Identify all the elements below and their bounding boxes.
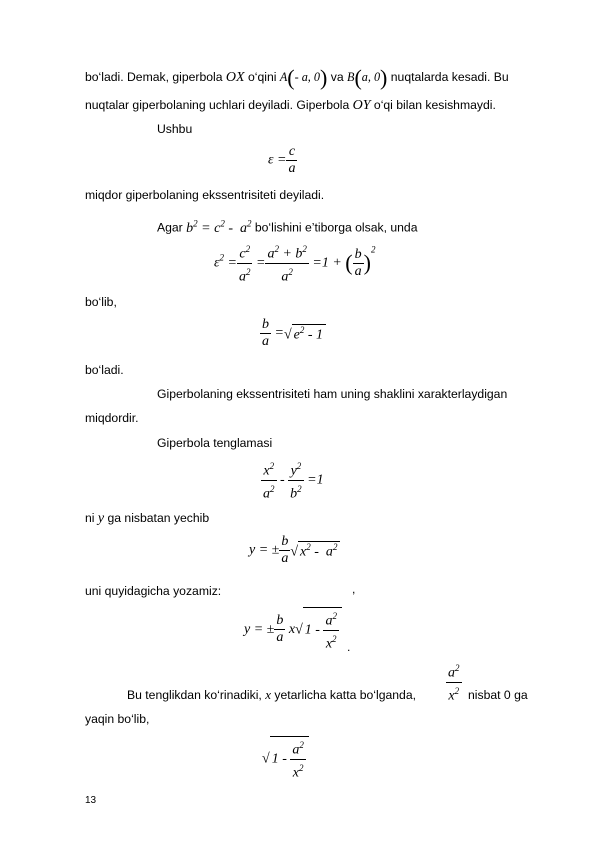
math-y: y <box>97 511 105 526</box>
text-gip1: Giperbolaning ekssentrisiteti ham uning shaklini xarakterlaydigan <box>157 387 508 401</box>
formula-b2-c2-a2: $b^2 = c^2 - a^2$ <box>186 218 252 236</box>
text-ushbu: Ushbu <box>157 122 193 136</box>
formula-a2-over-x2: $\frac{a^2}{x^2}$ <box>448 663 460 704</box>
math-point-a-value: - a, 0 <box>294 70 320 84</box>
text-segment: va <box>330 70 347 84</box>
text-tenglamasi: Giperbola tenglamasi <box>157 436 273 450</box>
formula-eccentricity: ε = $\frac{c}{a}$ <box>268 144 296 176</box>
text-segment: o‘qini <box>247 70 280 84</box>
math-point-b-value: a, 0 <box>361 70 381 84</box>
text-yaqin: yaqin bo‘lib, <box>85 712 150 726</box>
text-dot: . <box>347 640 351 654</box>
page-number: 13 <box>85 795 97 806</box>
math-ox: OX <box>225 70 245 85</box>
text-miqdor: miqdor giperbolaning ekssentrisiteti deyiladi. <box>85 188 325 202</box>
formula-y-rewritten: y = ± $\frac{b}{a}$ x√ 1 - $\frac{a^2}{x^2}$ <box>244 607 342 652</box>
math-oy: OY <box>352 98 371 113</box>
text-segment: bo‘ladi. Demak, giperbola <box>85 70 226 84</box>
formula-eps-squared: $\varepsilon^2$ = $\frac{c^2}{a^2}$ = $\frac{a^2 + b^2}{a^2}$ =1 + ( $\frac{b}{a}$ )$^2$ <box>214 244 376 285</box>
math-point-a: A <box>279 70 288 84</box>
text-segment: ga nisbatan yechib <box>104 511 210 525</box>
text-comma: , <box>352 582 356 596</box>
text-bu-tenglikdan <box>127 688 416 702</box>
text-uni: uni quyidagicha yozamiz: <box>85 584 222 598</box>
text-gip2: miqdordir. <box>85 411 139 425</box>
formula-b-over-a: $\frac{b}{a}$ =√ $e^2 - 1$ <box>260 317 326 350</box>
text-segment: ni <box>85 511 98 525</box>
math-point-b: B <box>346 70 355 84</box>
formula-y-solved: y = ± $\frac{b}{a}$ √ $x^2 - a^2$ <box>249 534 340 567</box>
text-segment: nuqtalar giperbolaning uchlari deyiladi. Giperbola <box>85 98 353 112</box>
text-nisbat: nisbat 0 ga <box>468 688 528 702</box>
text-segment: Bu tenglikdan ko‘rinadiki, <box>127 688 266 702</box>
text-segment: Agar <box>157 220 187 235</box>
text-boladi: bo‘ladi. <box>85 363 124 377</box>
text-segment: yetarlicha katta bo‘lganda, <box>271 688 416 702</box>
text-ni <box>85 511 209 526</box>
text-agar <box>157 216 417 236</box>
text-bolib: bo‘lib, <box>85 295 117 309</box>
text-line-1: bo‘ladi. Demak, giperbola OX o‘qini A(- a, 0) va B(a, 0) nuqtalarda kesadi. Bu <box>85 64 509 90</box>
text-segment: bo‘lishini e’tiborga olsak, unda <box>254 220 418 235</box>
formula-hyperbola-equation: $\frac{x^2}{a^2}$ - $\frac{y^2}{b^2}$ =1 <box>263 461 324 502</box>
math-x: x <box>265 687 271 702</box>
text-line-2 <box>85 98 496 113</box>
text-segment: nuqtalarda kesadi. Bu <box>390 70 509 84</box>
text-segment: o‘qi bilan kesishmaydi. <box>373 98 496 112</box>
formula-sqrt-limit: √ 1 - $\frac{a^2}{x^2}$ <box>262 736 309 781</box>
